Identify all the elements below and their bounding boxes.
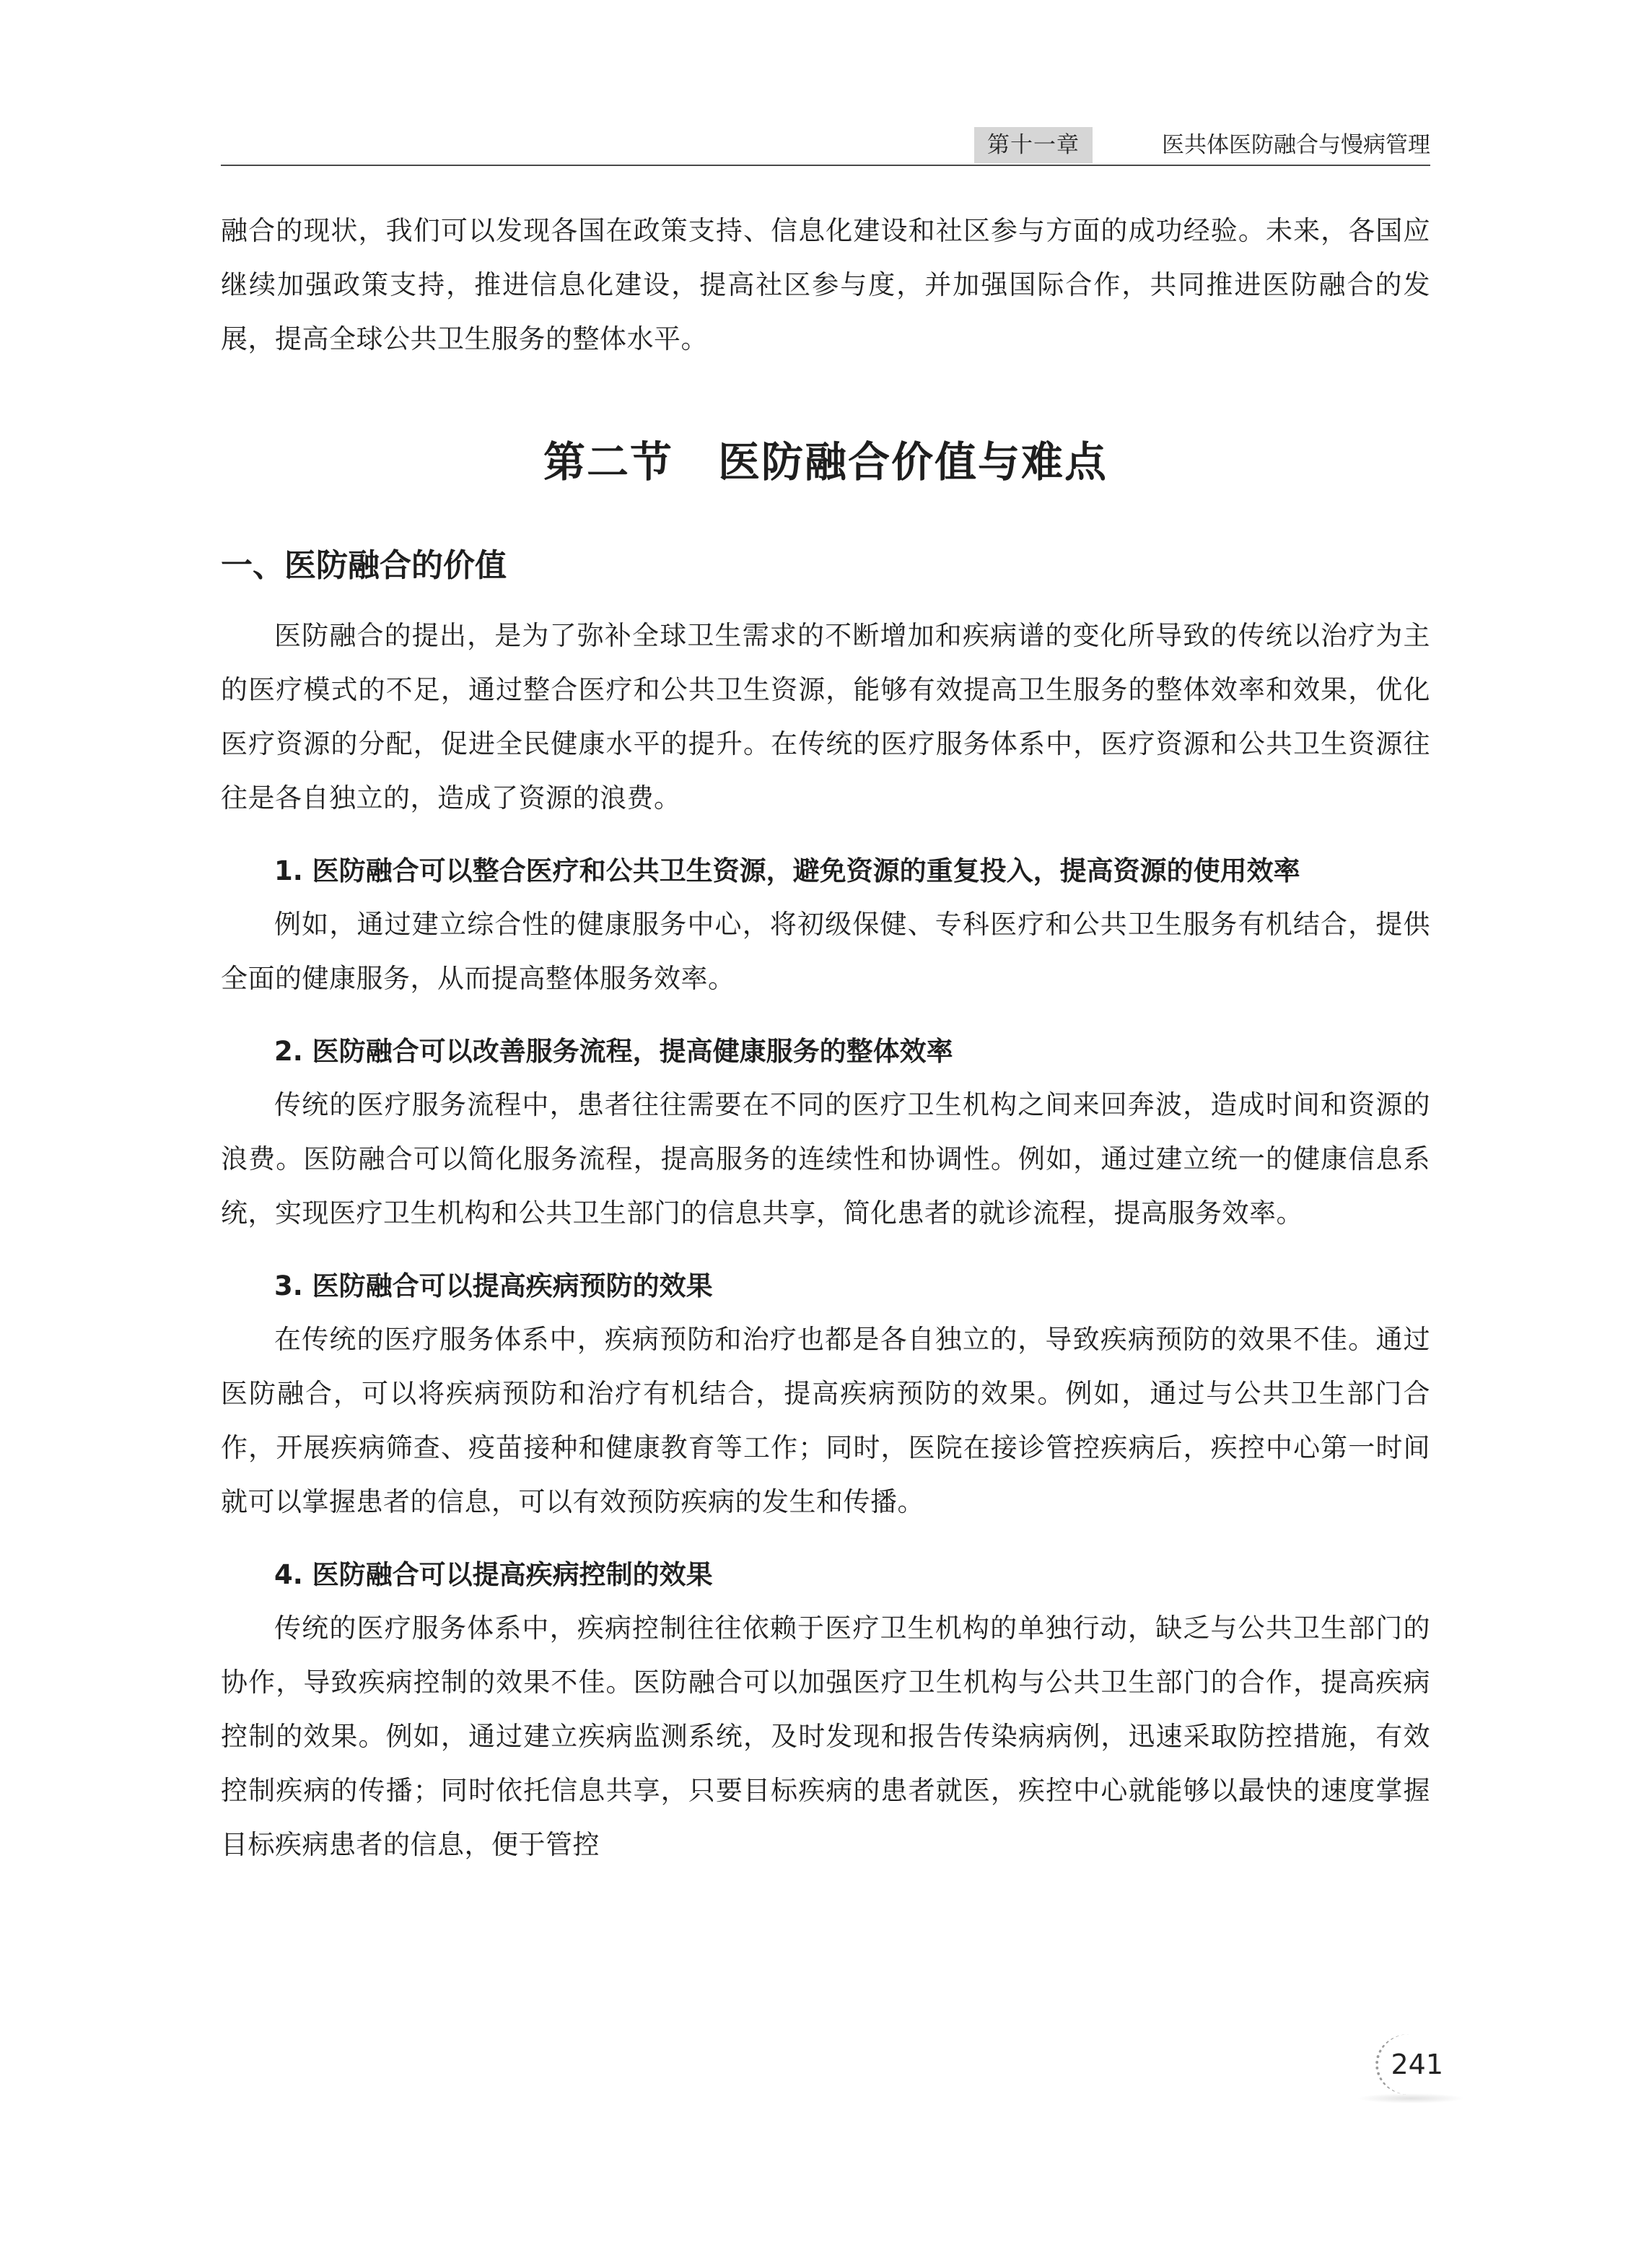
section-number: 第二节: [543, 437, 673, 487]
page-number: 241: [1375, 2034, 1443, 2095]
point-body-2: 传统的医疗服务流程中，患者往往需要在不同的医疗卫生机构之间来回奔波，造成时间和资源的浪费。医防融合可以简化服务流程，提高服务的连续性和协调性。例如，通过建立统一的健康信息系统，实现医疗卫生机构和公共卫生部门的信息共享，简化患者的就诊流程，提高服务效率。: [221, 1089, 1430, 1229]
intro-paragraph: 融合的现状，我们可以发现各国在政策支持、信息化建设和社区参与方面的成功经验。未来，各国应继续加强政策支持，推进信息化建设，提高社区参与度，并加强国际合作，共同推进医防融合的发展，提高全球公共卫生服务的整体水平。: [221, 215, 1430, 354]
point-body-3: 在传统的医疗服务体系中，疾病预防和治疗也都是各自独立的，导致疾病预防的效果不佳。通过医防融合，可以将疾病预防和治疗有机结合，提高疾病预防的效果。例如，通过与公共卫生部门合作，开展疾病筛查、疫苗接种和健康教育等工作；同时，医院在接诊管控疾病后，疾控中心第一时间就可以掌握患者的信息，可以有效预防疾病的发生和传播。: [221, 1324, 1430, 1517]
section-title: [221, 429, 1430, 494]
point-body-4: 传统的医疗服务体系中，疾病控制往往依赖于医疗卫生机构的单独行动，缺乏与公共卫生部门的协作，导致疾病控制的效果不佳。医防融合可以加强医疗卫生机构与公共卫生部门的合作，提高疾病控制的效果。例如，通过建立疾病监测系统，及时发现和报告传染病病例，迅速采取防控措施，有效控制疾病的传播；同时依托信息共享，只要目标疾病的患者就医，疾控中心就能够以最快的速度掌握目标疾病患者的信息，便于管控: [221, 1613, 1430, 1860]
point-heading-1: 1. 医防融合可以整合医疗和公共卫生资源，避免资源的重复投入，提高资源的使用效率: [274, 855, 1300, 886]
page-number-shadow: [1357, 2093, 1465, 2103]
header-chapter-label: 第十一章: [974, 127, 1093, 163]
point-heading-2: 2. 医防融合可以改善服务流程，提高健康服务的整体效率: [274, 1036, 953, 1067]
running-header: [221, 127, 1430, 166]
point-heading-3: 3. 医防融合可以提高疾病预防的效果: [274, 1270, 713, 1301]
point-heading-4: 4. 医防融合可以提高疾病控制的效果: [274, 1559, 713, 1590]
header-chapter-title: 医共体医防融合与慢病管理: [1162, 132, 1430, 158]
point-body-1: 例如，通过建立综合性的健康服务中心，将初级保健、专科医疗和公共卫生服务有机结合，提供全面的健康服务，从而提高整体服务效率。: [221, 909, 1430, 994]
section-heading: 医防融合价值与难点: [718, 437, 1108, 487]
header-rule: [221, 165, 1430, 166]
overview-paragraph: 医防融合的提出，是为了弥补全球卫生需求的不断增加和疾病谱的变化所导致的传统以治疗为主的医疗模式的不足，通过整合医疗和公共卫生资源，能够有效提高卫生服务的整体效率和效果，优化医疗资源的分配，促进全民健康水平的提升。在传统的医疗服务体系中，医疗资源和公共卫生资源往往是各自独立的，造成了资源的浪费。: [221, 620, 1430, 814]
page-content: [221, 204, 1430, 1872]
subsection-title: 一、医防融合的价值: [221, 547, 507, 584]
